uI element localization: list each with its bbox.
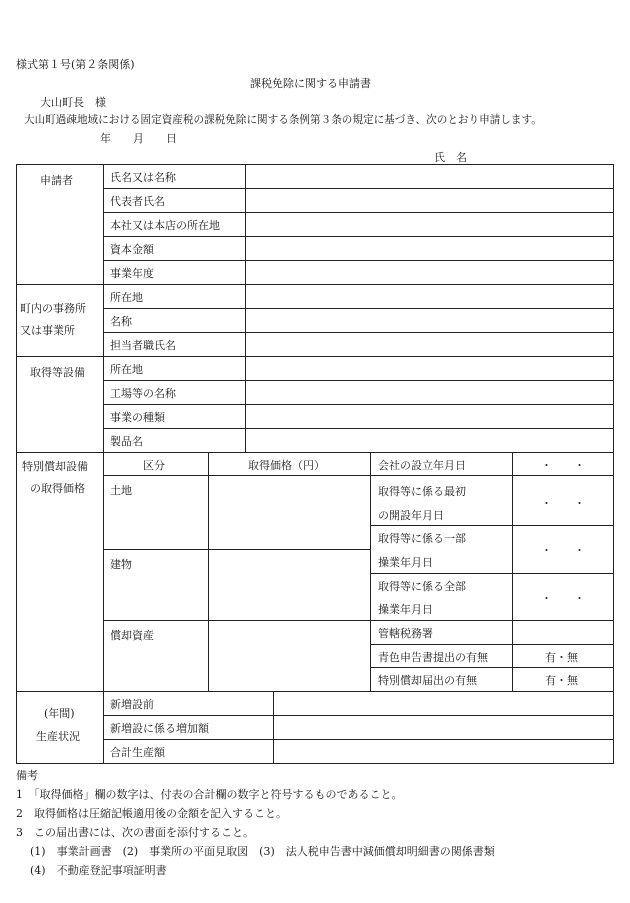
page-title: 課税免除に関する申請書 (250, 77, 371, 90)
section-depreciation-line1: 特別償却設備 (22, 460, 88, 473)
row-label-acq-location: 所在地 (110, 363, 143, 376)
col-header-category: 区分 (143, 459, 165, 472)
section-office-line1: 町内の事務所 (20, 302, 86, 315)
date-line: 年 月 日 (100, 132, 177, 145)
value-founded-date: ・ ・ (541, 459, 585, 472)
value-partial-date: ・ ・ (541, 544, 585, 557)
row-label-increase: 新増設に係る増加額 (110, 722, 209, 735)
row-label-fiscal-year: 事業年度 (110, 267, 154, 280)
body-text: 大山町過疎地域における固定資産税の課税免除に関する条例第３条の規定に基づき、次のとおり申請します。 (24, 114, 542, 126)
value-first-open-date: ・ ・ (541, 497, 585, 510)
addressee: 大山町長 様 (40, 96, 106, 109)
note-item-2: 2 取得価格は圧縮記帳適用後の金額を記入すること。 (16, 807, 287, 820)
section-acquired: 取得等設備 (30, 366, 85, 379)
category-building: 建物 (110, 558, 132, 571)
row-label-head-office: 本社又は本店の所在地 (110, 219, 220, 232)
value-full-date: ・ ・ (541, 592, 585, 605)
note-item-3: 3 この届出書には、次の書面を添付すること。 (16, 826, 254, 839)
section-office-line2: 又は事業所 (20, 324, 75, 337)
value-special-notice: 有・無 (545, 674, 578, 687)
row-label-factory-name: 工場等の名称 (110, 387, 176, 400)
label-first-open-2: の開設年月日 (378, 509, 444, 522)
label-special-notice: 特別償却届出の有無 (378, 674, 477, 687)
col-header-price: 取得価格（円） (248, 459, 325, 472)
notes-heading: 備考 (16, 769, 38, 782)
label-blue-return: 青色申告書提出の有無 (378, 651, 488, 664)
name-label: 氏 名 (434, 151, 467, 164)
category-depreciable-assets: 償却資産 (110, 629, 154, 642)
row-label-before-expansion: 新増設前 (110, 698, 154, 711)
category-land: 土地 (110, 484, 132, 497)
note-subitem-1: (1) 事業計画書 (2) 事業所の平面見取図 (3) 法人税申告書中減価償却明細書の関係書類 (30, 845, 495, 858)
row-label-office-location: 所在地 (110, 291, 143, 304)
row-label-representative: 代表者氏名 (110, 195, 165, 208)
section-depreciation-line2: の取得価格 (30, 482, 85, 495)
label-full-1: 取得等に係る全部 (378, 580, 466, 593)
section-production-line2: 生産状況 (36, 730, 80, 743)
row-label-product-name: 製品名 (110, 435, 143, 448)
note-subitem-2: (4) 不動産登記事項証明書 (30, 864, 167, 877)
row-label-name: 氏名又は名称 (110, 171, 176, 184)
section-production-line1: (年間) (44, 707, 75, 720)
section-applicant: 申請者 (40, 174, 73, 187)
form-label: 様式第１号(第２条関係) (16, 58, 135, 71)
label-founded-date: 会社の設立年月日 (378, 459, 466, 472)
label-tax-office: 管轄税務署 (378, 627, 433, 640)
label-first-open-1: 取得等に係る最初 (378, 485, 466, 498)
row-label-total-production: 合計生産額 (110, 746, 165, 759)
row-label-business-type: 事業の種類 (110, 411, 165, 424)
row-label-office-name: 名称 (110, 315, 132, 328)
row-label-capital: 資本金額 (110, 243, 154, 256)
row-label-contact-person: 担当者職氏名 (110, 339, 176, 352)
value-blue-return: 有・無 (545, 651, 578, 664)
label-partial-2: 操業年月日 (378, 556, 433, 569)
note-item-1: 1 「取得価格」欄の数字は、付表の合計欄の数字と符号するものであること。 (16, 788, 403, 801)
label-full-2: 操業年月日 (378, 603, 433, 616)
label-partial-1: 取得等に係る一部 (378, 532, 466, 545)
